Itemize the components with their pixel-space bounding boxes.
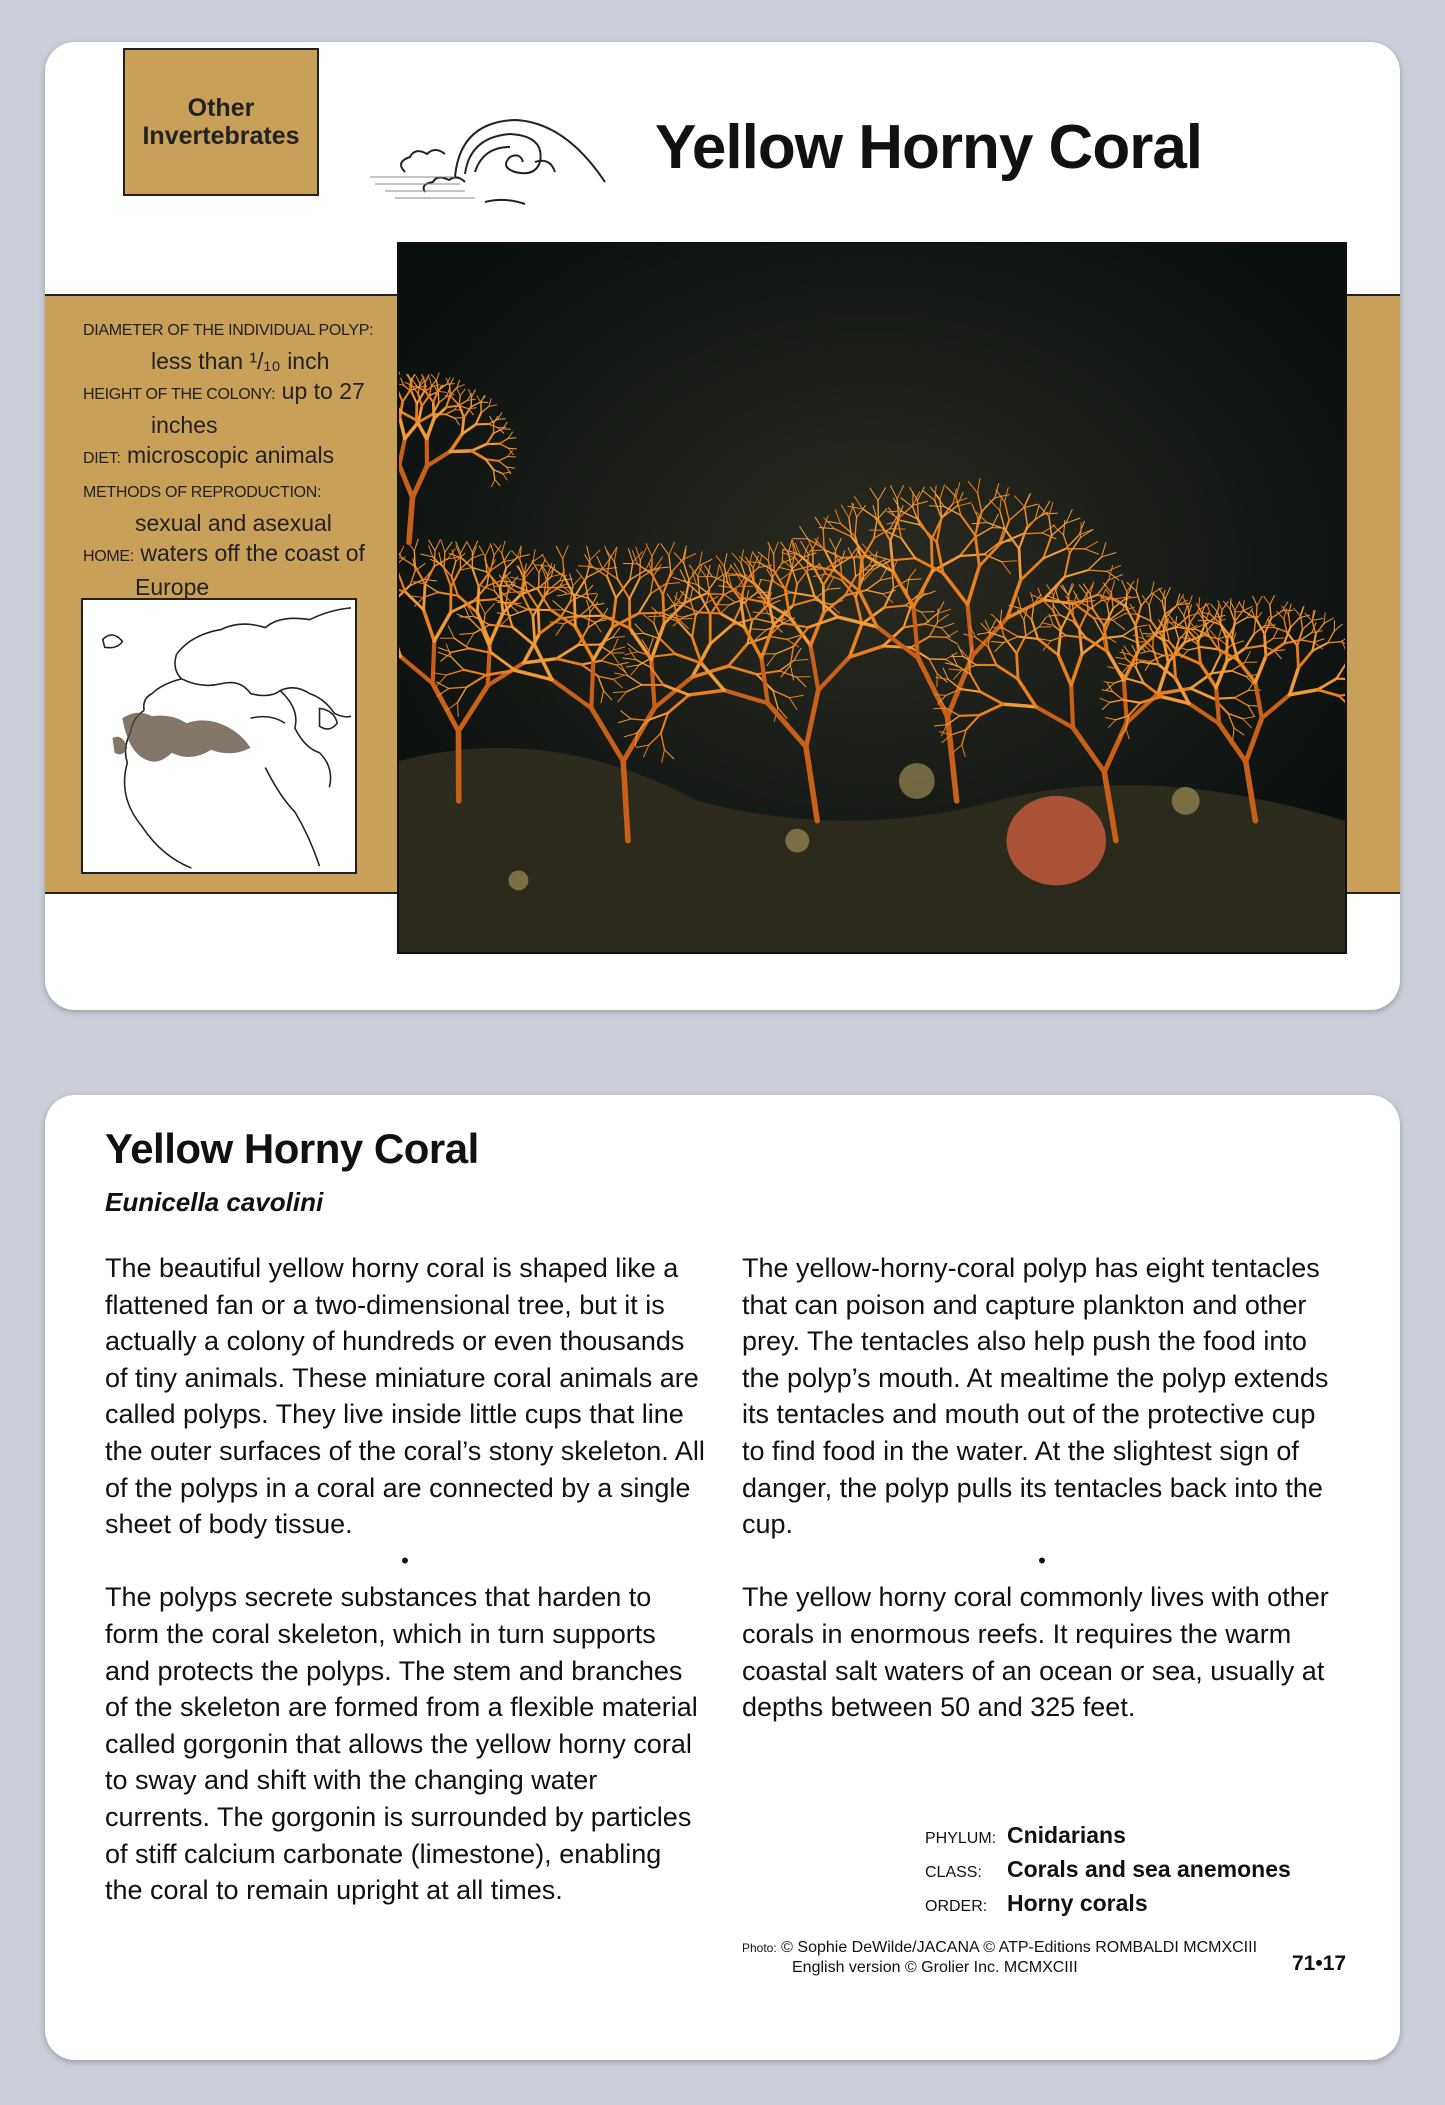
stats-panel xyxy=(83,312,423,602)
height-value-1: up to 27 xyxy=(281,378,365,404)
order-label: ORDER: xyxy=(925,1898,988,1915)
height-value-2: inches xyxy=(151,412,218,438)
card-number: 71•17 xyxy=(1292,1952,1347,1975)
front-title: Yellow Horny Coral xyxy=(655,113,1203,182)
coral-photo xyxy=(397,242,1347,954)
paragraph-1: The beautiful yellow horny coral is shaped like a flattened fan or a two-dimensional tree, but it is actually a colony of hundreds or even thousands of tiny animals. These miniature coral animals are called polyps. They live inside little cups that line the outer surfaces of the coral’s stony skeleton. All of the polyps in a coral are connected by a single sheet of body tissue. xyxy=(105,1253,705,1540)
diet-label: DIET: xyxy=(83,450,121,467)
class-value: Corals and sea anemones xyxy=(1007,1856,1291,1882)
paragraph-3: The yellow-horny-coral polyp has eight tentacles that can poison and capture plankton and other prey. The tentacles also help push the food into the polyp’s mouth. At mealtime the polyp extends its tentacles and mouth out of the protective cup to find food in the water. At the slightest sign of danger, the polyp pulls its tentacles back into the cup. xyxy=(742,1253,1329,1540)
text-column-right xyxy=(742,1250,1342,1726)
photo-label: Photo: xyxy=(742,1941,777,1955)
category-badge xyxy=(123,48,319,196)
category-line-2: Invertebrates xyxy=(142,122,300,150)
front-card xyxy=(45,42,1400,1010)
order-value: Horny corals xyxy=(1007,1890,1148,1916)
taxonomy-block xyxy=(925,1820,1291,1922)
paragraph-2: The polyps secrete substances that harden to form the coral skeleton, which in turn supports and protects the polyps. The stem and branches of the skeleton are formed from a flexible material called gorgonin that allows the yellow horny coral to sway and shift with the changing water currents. The gorgonin is surrounded by particles of stiff calcium carbonate (limestone), enabling the coral to remain upright at all times. xyxy=(105,1582,698,1906)
phylum-label: PHYLUM: xyxy=(925,1830,997,1847)
home-value-1: waters off the coast of xyxy=(140,540,365,566)
diameter-value: less than ¹/₁₀ inch xyxy=(151,348,330,374)
diet-value: microscopic animals xyxy=(127,442,335,468)
back-title: Yellow Horny Coral xyxy=(105,1125,479,1172)
photo-credits xyxy=(742,1938,1257,1978)
category-line-1: Other xyxy=(187,94,255,122)
bullet-separator: • xyxy=(1038,1547,1046,1573)
class-label: CLASS: xyxy=(925,1864,982,1881)
paragraph-4: The yellow horny coral commonly lives with other corals in enormous reefs. It requires the warm coastal salt waters of an ocean or sea, usually at depths between 50 and 325 feet. xyxy=(742,1582,1329,1723)
diameter-label: DIAMETER OF THE INDIVIDUAL POLYP: xyxy=(83,322,374,339)
home-label: HOME: xyxy=(83,548,134,565)
wave-icon xyxy=(365,102,665,222)
scientific-name: Eunicella cavolini xyxy=(105,1187,324,1217)
bullet-separator: • xyxy=(401,1547,409,1573)
reproduction-label: METHODS OF REPRODUCTION: xyxy=(83,484,322,501)
text-column-left xyxy=(105,1250,705,1909)
range-map xyxy=(81,598,357,874)
home-value-2: Europe xyxy=(135,574,210,600)
height-label: HEIGHT OF THE COLONY: xyxy=(83,386,276,403)
back-card xyxy=(45,1095,1400,2060)
reproduction-value: sexual and asexual xyxy=(135,510,332,536)
credits-line-2: English version © Grolier Inc. MCMXCIII xyxy=(792,1959,1078,1976)
credits-line-1: © Sophie DeWilde/JACANA © ATP-Editions ROMBALDI MCMXCIII xyxy=(781,1939,1258,1956)
phylum-value: Cnidarians xyxy=(1007,1822,1126,1848)
